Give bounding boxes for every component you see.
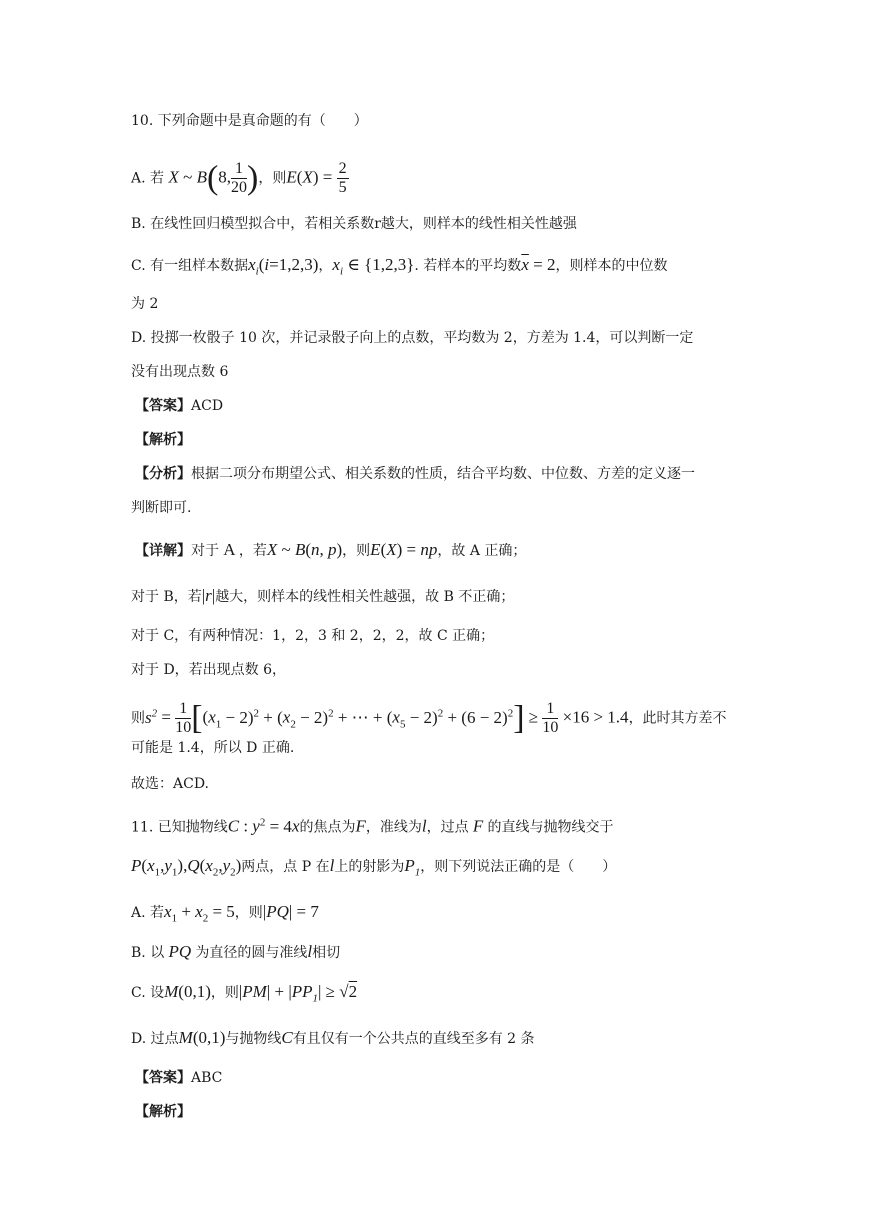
q11-option-d: D. 过点M(0,1)与抛物线C有且仅有一个公共点的直线至多有 2 条 xyxy=(131,1028,535,1047)
q11-option-b: B. 以 PQ 为直径的圆与准线l相切 xyxy=(131,942,341,961)
q10-fenxi-line1: 【分析】根据二项分布期望公式、相关系数的性质，结合平均数、中位数、方差的定义逐一 xyxy=(135,466,695,482)
q10-xiangjie-d1: 对于 D，若出现点数 6， xyxy=(131,662,287,678)
q11-answer: 【答案】ABC xyxy=(135,1070,223,1086)
q10-fenxi-line2: 判断即可. xyxy=(131,500,192,516)
q10-option-d-line2: 没有出现点数 6 xyxy=(131,364,229,380)
q10-xiangjie-d2: 则$s^2$ = $\frac{1}{10}$ [$(x_1 - 2)^2 + (x_2 - 2)^2$ + ⋯ + $(x_5 - 2)^2 + (6 - 2)^2$] ≥ $\frac{1}{10}$ ×16 > 1.4，此时其方差不 xyxy=(131,699,727,737)
q11-option-a: A. 若$x_1 + x_2 = 5$，则|PQ| = 7 xyxy=(131,902,319,925)
q10-xiangjie-b: 对于 B，若|r|越大，则样本的线性相关性越强，故 B 不正确； xyxy=(131,586,515,605)
q10-option-a: A. 若 X ~ B(8, $\frac{1}{20}$ )，则E(X) = $\frac{2}{5}$ xyxy=(131,159,347,197)
q10-option-c: C. 有一组样本数据$x_i(i=1,2,3)$，$x_i$ ∈ {1,2,3}. 若样本的平均数$\overline{x} = 2$，则样本的中位数 xyxy=(131,255,668,278)
q10-option-d-line1: D. 投掷一枚骰子 10 次，并记录骰子向上的点数，平均数为 2，方差为 1.4，可以判断一定 xyxy=(131,330,694,346)
q10-xiangjie-d3: 可能是 1.4，所以 D 正确. xyxy=(131,740,295,756)
q11-stem-line2: $P(x_1,y_1),Q(x_2,y_2)$两点，点 P 在l上的射影为$P_1$，则下列说法正确的是（ ） xyxy=(131,856,617,879)
q10-xiangjie-c: 对于 C，有两种情况：1，2，3 和 2，2，2，故 C 正确； xyxy=(131,628,495,644)
q10-xiangjie-a: 【详解】对于 A ，若X ~ B(n, p)，则E(X) = np，故 A 正确； xyxy=(135,540,527,559)
q11-jiexi: 【解析】 xyxy=(135,1104,191,1120)
q10-option-b: B. 在线性回归模型拟合中，若相关系数r越大，则样本的线性相关性越强 xyxy=(131,216,577,232)
q10-jiexi: 【解析】 xyxy=(135,432,191,448)
q10-stem: 10. 下列命题中是真命题的有（ ） xyxy=(131,113,368,129)
q11-stem-line1: 11. 已知抛物线C : $y^2 = 4x$的焦点为F，准线为l，过点 F 的直线与抛物线交于 xyxy=(131,816,614,836)
q10-answer: 【答案】ACD xyxy=(135,398,224,414)
q10-option-c-line2: 为 2 xyxy=(131,296,159,312)
q11-option-c: C. 设M(0,1)，则$|PM| + |PP_1| \ge √2$ xyxy=(131,982,358,1005)
q10-guxuan: 故选：ACD. xyxy=(131,776,209,792)
